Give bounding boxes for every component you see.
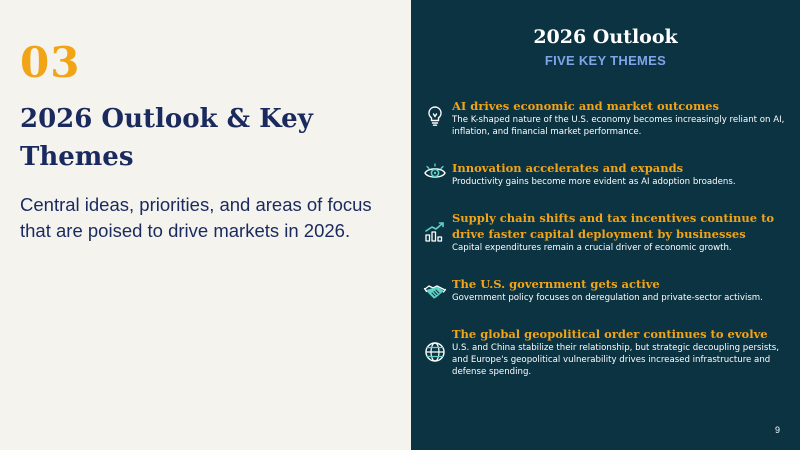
handshake-icon (423, 280, 447, 304)
theme-description: Capital expenditures remain a crucial driver of economic growth. (452, 243, 732, 253)
page-number: 9 (774, 425, 780, 435)
panel-title: 2026 Outlook (533, 26, 678, 48)
section-number: 03 (20, 38, 81, 87)
theme-description: Productivity gains become more evident as AI adoption broadens. (452, 177, 736, 187)
theme-description: Government policy focuses on deregulation and private-sector activism. (452, 293, 763, 303)
theme-title: Supply chain shifts and tax incentives continue to drive faster capital deployment by businesses (452, 211, 775, 241)
eye-icon (423, 161, 447, 185)
theme-title: Innovation accelerates and expands (452, 161, 684, 175)
theme-title: AI drives economic and market outcomes (452, 99, 719, 113)
lightbulb-icon (423, 104, 447, 128)
theme-description: The K-shaped nature of the U.S. economy becomes increasingly reliant on AI, inflation, and financial market performance. (452, 115, 785, 137)
panel-subtitle: FIVE KEY THEMES (544, 53, 667, 68)
themes-panel (411, 0, 800, 450)
growth-chart-icon (423, 220, 447, 244)
theme-description: U.S. and China stabilize their relationship, but strategic decoupling persists, and Europe's geopolitical vulnerability drives increased infrastructure and defense spending. (452, 343, 779, 377)
theme-title: The U.S. government gets active (452, 277, 660, 291)
page-title: 2026 Outlook & Key Themes (20, 104, 313, 172)
globe-icon (423, 340, 447, 364)
theme-title: The global geopolitical order continues to evolve (452, 327, 768, 341)
page-description: Central ideas, priorities, and areas of focus that are poised to drive markets in 2026. (20, 194, 372, 241)
